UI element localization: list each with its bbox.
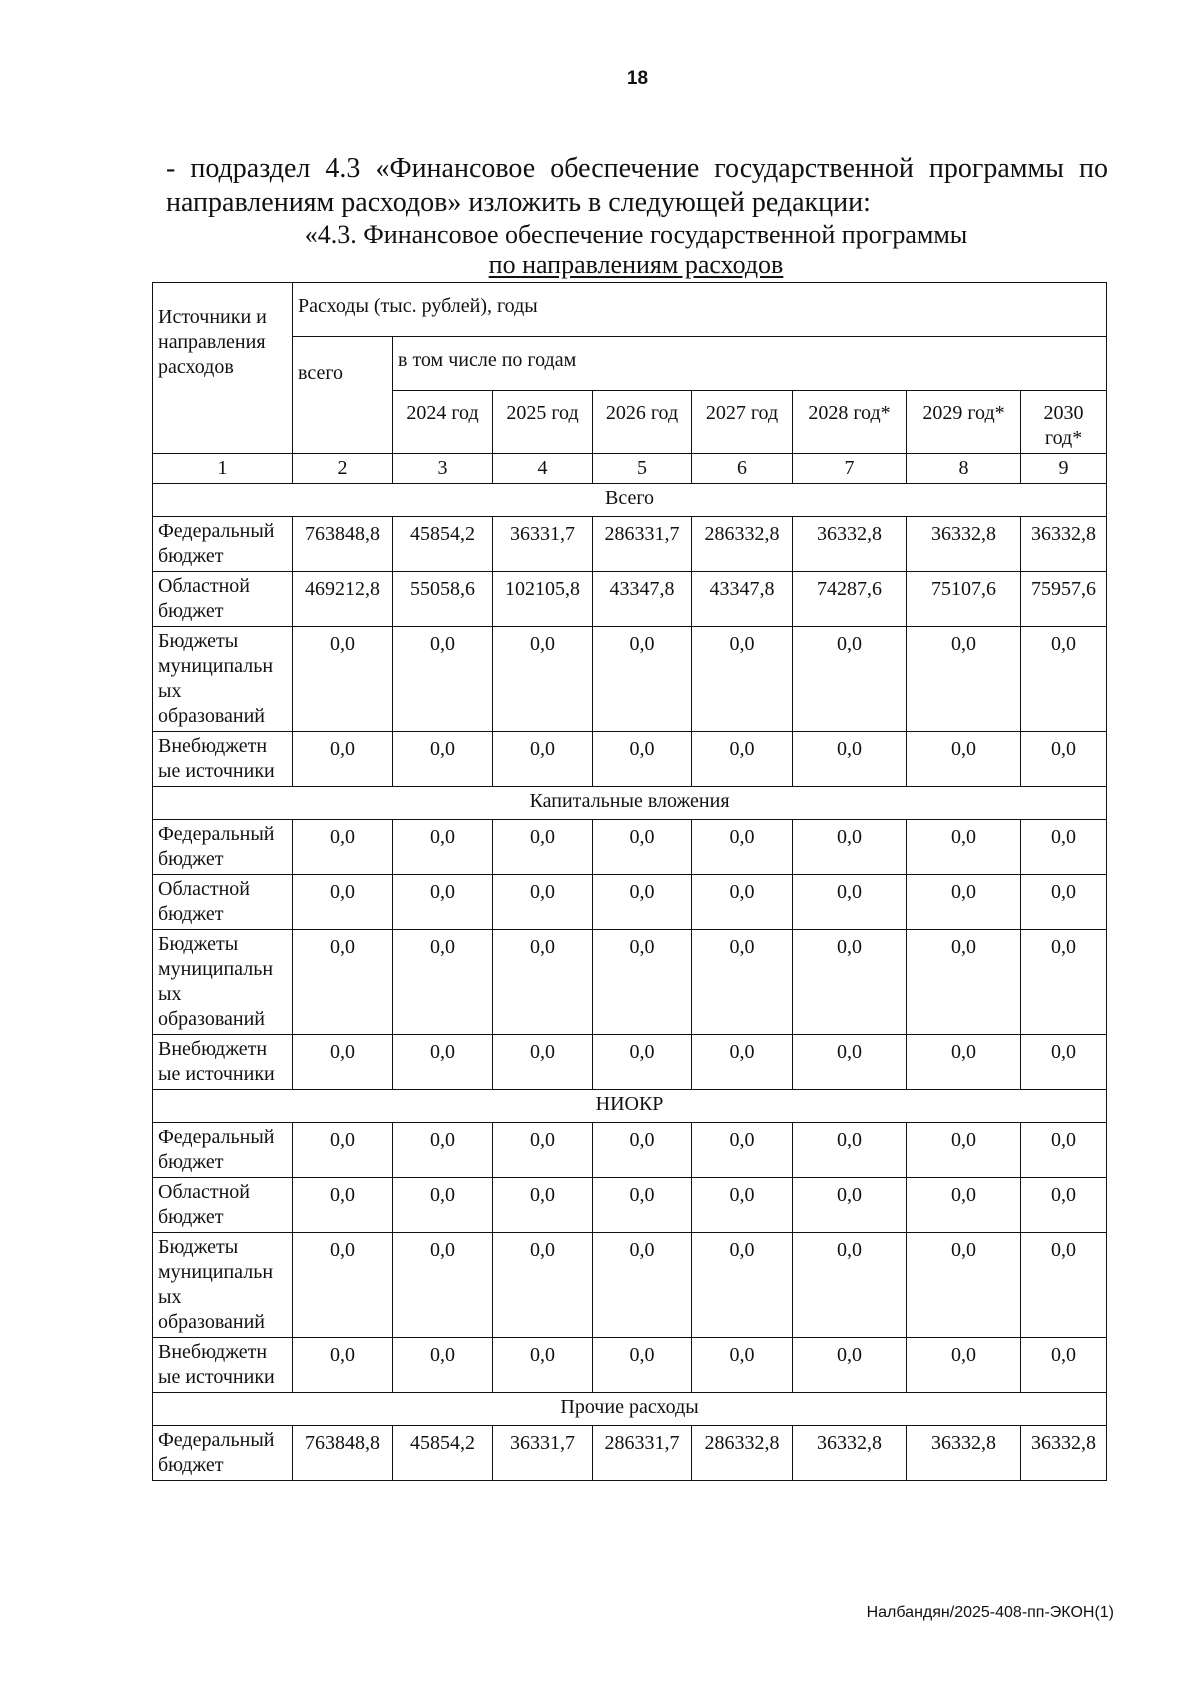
section-title-cell: Всего <box>153 484 1107 517</box>
value-cell: 0,0 <box>793 1338 907 1393</box>
value-cell: 0,0 <box>793 1178 907 1233</box>
row-label: Федеральный бюджет <box>153 517 293 572</box>
value-cell: 0,0 <box>793 1123 907 1178</box>
value-cell: 36332,8 <box>793 517 907 572</box>
value-cell: 45854,2 <box>393 1426 493 1481</box>
value-cell: 0,0 <box>393 1338 493 1393</box>
value-cell: 0,0 <box>593 1338 692 1393</box>
value-cell: 55058,6 <box>393 572 493 627</box>
value-cell: 0,0 <box>692 1035 793 1090</box>
row-label: Областной бюджет <box>153 572 293 627</box>
financial-table <box>152 282 1107 1481</box>
value-cell: 0,0 <box>1021 1178 1107 1233</box>
value-cell: 0,0 <box>393 1178 493 1233</box>
value-cell: 0,0 <box>593 1035 692 1090</box>
value-cell: 0,0 <box>593 930 692 1035</box>
value-cell: 286331,7 <box>593 1426 692 1481</box>
footer-reference: Налбандян/2025-408-пп-ЭКОН(1) <box>866 1604 1114 1621</box>
section-row <box>153 484 1107 517</box>
value-cell: 0,0 <box>493 1338 593 1393</box>
value-cell: 0,0 <box>493 930 593 1035</box>
value-cell: 0,0 <box>907 1035 1021 1090</box>
header-year: 2025 год <box>493 391 593 454</box>
value-cell: 0,0 <box>692 627 793 732</box>
column-number: 5 <box>593 454 692 484</box>
value-cell: 0,0 <box>593 820 692 875</box>
row-label: Внебюджетн ые источники <box>153 1338 293 1393</box>
value-cell: 0,0 <box>692 1123 793 1178</box>
value-cell: 0,0 <box>593 1233 692 1338</box>
value-cell: 0,0 <box>493 875 593 930</box>
value-cell: 286332,8 <box>692 1426 793 1481</box>
row-label: Бюджеты муниципальн ых образований <box>153 930 293 1035</box>
table-row <box>153 627 1107 732</box>
value-cell: 0,0 <box>907 627 1021 732</box>
header-row-2 <box>153 337 1107 391</box>
column-number: 4 <box>493 454 593 484</box>
value-cell: 0,0 <box>293 1178 393 1233</box>
value-cell: 75957,6 <box>1021 572 1107 627</box>
table-head <box>153 283 1107 484</box>
value-cell: 0,0 <box>493 1233 593 1338</box>
table-row <box>153 1123 1107 1178</box>
header-expenses: Расходы (тыс. рублей), годы <box>293 283 1107 337</box>
row-label: Областной бюджет <box>153 1178 293 1233</box>
table-row <box>153 1426 1107 1481</box>
header-total: всего <box>293 337 393 454</box>
table-row <box>153 1233 1107 1338</box>
value-cell: 0,0 <box>692 875 793 930</box>
value-cell: 102105,8 <box>493 572 593 627</box>
row-label: Федеральный бюджет <box>153 820 293 875</box>
section-title-line-2-text: по направлениям расходов <box>488 250 784 279</box>
section-row <box>153 787 1107 820</box>
value-cell: 0,0 <box>692 1178 793 1233</box>
row-label: Бюджеты муниципальн ых образований <box>153 1233 293 1338</box>
value-cell: 36332,8 <box>793 1426 907 1481</box>
row-label: Федеральный бюджет <box>153 1426 293 1481</box>
table-row <box>153 820 1107 875</box>
column-numbers-row <box>153 454 1107 484</box>
value-cell: 0,0 <box>393 1233 493 1338</box>
value-cell: 0,0 <box>907 820 1021 875</box>
section-title-cell: Прочие расходы <box>153 1393 1107 1426</box>
value-cell: 36332,8 <box>907 517 1021 572</box>
value-cell: 0,0 <box>692 1233 793 1338</box>
value-cell: 0,0 <box>293 820 393 875</box>
header-year: 2024 год <box>393 391 493 454</box>
table-row <box>153 517 1107 572</box>
value-cell: 286332,8 <box>692 517 793 572</box>
value-cell: 0,0 <box>293 1233 393 1338</box>
value-cell: 0,0 <box>692 820 793 875</box>
value-cell: 0,0 <box>1021 1233 1107 1338</box>
value-cell: 0,0 <box>293 875 393 930</box>
value-cell: 0,0 <box>593 732 692 787</box>
value-cell: 0,0 <box>907 1178 1021 1233</box>
column-number: 7 <box>793 454 907 484</box>
header-row-1 <box>153 283 1107 337</box>
header-by-years: в том числе по годам <box>393 337 1107 391</box>
section-title-line-2 <box>152 250 1120 280</box>
value-cell: 0,0 <box>293 1123 393 1178</box>
value-cell: 0,0 <box>907 1233 1021 1338</box>
value-cell: 0,0 <box>907 1338 1021 1393</box>
value-cell: 36332,8 <box>907 1426 1021 1481</box>
column-number: 6 <box>692 454 793 484</box>
value-cell: 0,0 <box>1021 1035 1107 1090</box>
value-cell: 0,0 <box>493 1035 593 1090</box>
section-row <box>153 1090 1107 1123</box>
value-cell: 0,0 <box>493 732 593 787</box>
table-row <box>153 1338 1107 1393</box>
value-cell: 0,0 <box>493 627 593 732</box>
value-cell: 0,0 <box>293 1338 393 1393</box>
header-year: 2029 год* <box>907 391 1021 454</box>
value-cell: 286331,7 <box>593 517 692 572</box>
value-cell: 0,0 <box>692 732 793 787</box>
value-cell: 36332,8 <box>1021 1426 1107 1481</box>
value-cell: 0,0 <box>793 1035 907 1090</box>
value-cell: 0,0 <box>1021 820 1107 875</box>
value-cell: 0,0 <box>907 1123 1021 1178</box>
intro-paragraph: - подраздел 4.3 «Финансовое обеспечение государственной программы по направлениям расходов» изложить в следующей редакции: <box>166 153 1108 218</box>
value-cell: 45854,2 <box>393 517 493 572</box>
value-cell: 0,0 <box>293 1035 393 1090</box>
value-cell: 0,0 <box>1021 1338 1107 1393</box>
value-cell: 0,0 <box>1021 875 1107 930</box>
section-title <box>152 220 1120 280</box>
value-cell: 0,0 <box>793 1233 907 1338</box>
value-cell: 0,0 <box>1021 627 1107 732</box>
value-cell: 0,0 <box>1021 1123 1107 1178</box>
value-cell: 75107,6 <box>907 572 1021 627</box>
table-body <box>153 484 1107 1481</box>
section-title-cell: НИОКР <box>153 1090 1107 1123</box>
row-label: Федеральный бюджет <box>153 1123 293 1178</box>
value-cell: 36331,7 <box>493 517 593 572</box>
table-row <box>153 930 1107 1035</box>
value-cell: 0,0 <box>907 732 1021 787</box>
header-year: 2027 год <box>692 391 793 454</box>
value-cell: 0,0 <box>907 875 1021 930</box>
value-cell: 0,0 <box>692 930 793 1035</box>
value-cell: 0,0 <box>393 820 493 875</box>
value-cell: 0,0 <box>1021 930 1107 1035</box>
page-number: 18 <box>626 68 649 89</box>
table-row <box>153 1035 1107 1090</box>
value-cell: 0,0 <box>493 820 593 875</box>
value-cell: 36332,8 <box>1021 517 1107 572</box>
header-year: 2030 год* <box>1021 391 1107 454</box>
column-number: 2 <box>293 454 393 484</box>
value-cell: 0,0 <box>1021 732 1107 787</box>
value-cell: 469212,8 <box>293 572 393 627</box>
value-cell: 763848,8 <box>293 517 393 572</box>
column-number: 1 <box>153 454 293 484</box>
value-cell: 0,0 <box>793 875 907 930</box>
value-cell: 43347,8 <box>593 572 692 627</box>
row-label: Внебюджетн ые источники <box>153 1035 293 1090</box>
column-number: 3 <box>393 454 493 484</box>
header-year: 2026 год <box>593 391 692 454</box>
value-cell: 0,0 <box>593 875 692 930</box>
column-number: 9 <box>1021 454 1107 484</box>
value-cell: 0,0 <box>793 732 907 787</box>
value-cell: 0,0 <box>793 820 907 875</box>
section-title-line-1: «4.3. Финансовое обеспечение государственной программы <box>304 220 968 249</box>
value-cell: 0,0 <box>393 1123 493 1178</box>
section-title-cell: Капитальные вложения <box>153 787 1107 820</box>
value-cell: 74287,6 <box>793 572 907 627</box>
value-cell: 0,0 <box>593 1123 692 1178</box>
value-cell: 43347,8 <box>692 572 793 627</box>
header-year: 2028 год* <box>793 391 907 454</box>
row-label: Внебюджетн ые источники <box>153 732 293 787</box>
table-row <box>153 1178 1107 1233</box>
value-cell: 0,0 <box>692 1338 793 1393</box>
value-cell: 36331,7 <box>493 1426 593 1481</box>
value-cell: 0,0 <box>593 627 692 732</box>
row-label: Бюджеты муниципальн ых образований <box>153 627 293 732</box>
value-cell: 0,0 <box>393 732 493 787</box>
header-sources: Источники и направления расходов <box>153 283 293 454</box>
table-row <box>153 572 1107 627</box>
table-row <box>153 875 1107 930</box>
value-cell: 0,0 <box>393 1035 493 1090</box>
table-row <box>153 732 1107 787</box>
value-cell: 0,0 <box>293 930 393 1035</box>
value-cell: 0,0 <box>593 1178 692 1233</box>
value-cell: 0,0 <box>393 875 493 930</box>
value-cell: 0,0 <box>793 930 907 1035</box>
column-number: 8 <box>907 454 1021 484</box>
value-cell: 0,0 <box>907 930 1021 1035</box>
value-cell: 0,0 <box>293 627 393 732</box>
value-cell: 0,0 <box>493 1123 593 1178</box>
section-row <box>153 1393 1107 1426</box>
value-cell: 763848,8 <box>293 1426 393 1481</box>
value-cell: 0,0 <box>493 1178 593 1233</box>
row-label: Областной бюджет <box>153 875 293 930</box>
value-cell: 0,0 <box>793 627 907 732</box>
value-cell: 0,0 <box>393 930 493 1035</box>
value-cell: 0,0 <box>393 627 493 732</box>
value-cell: 0,0 <box>293 732 393 787</box>
